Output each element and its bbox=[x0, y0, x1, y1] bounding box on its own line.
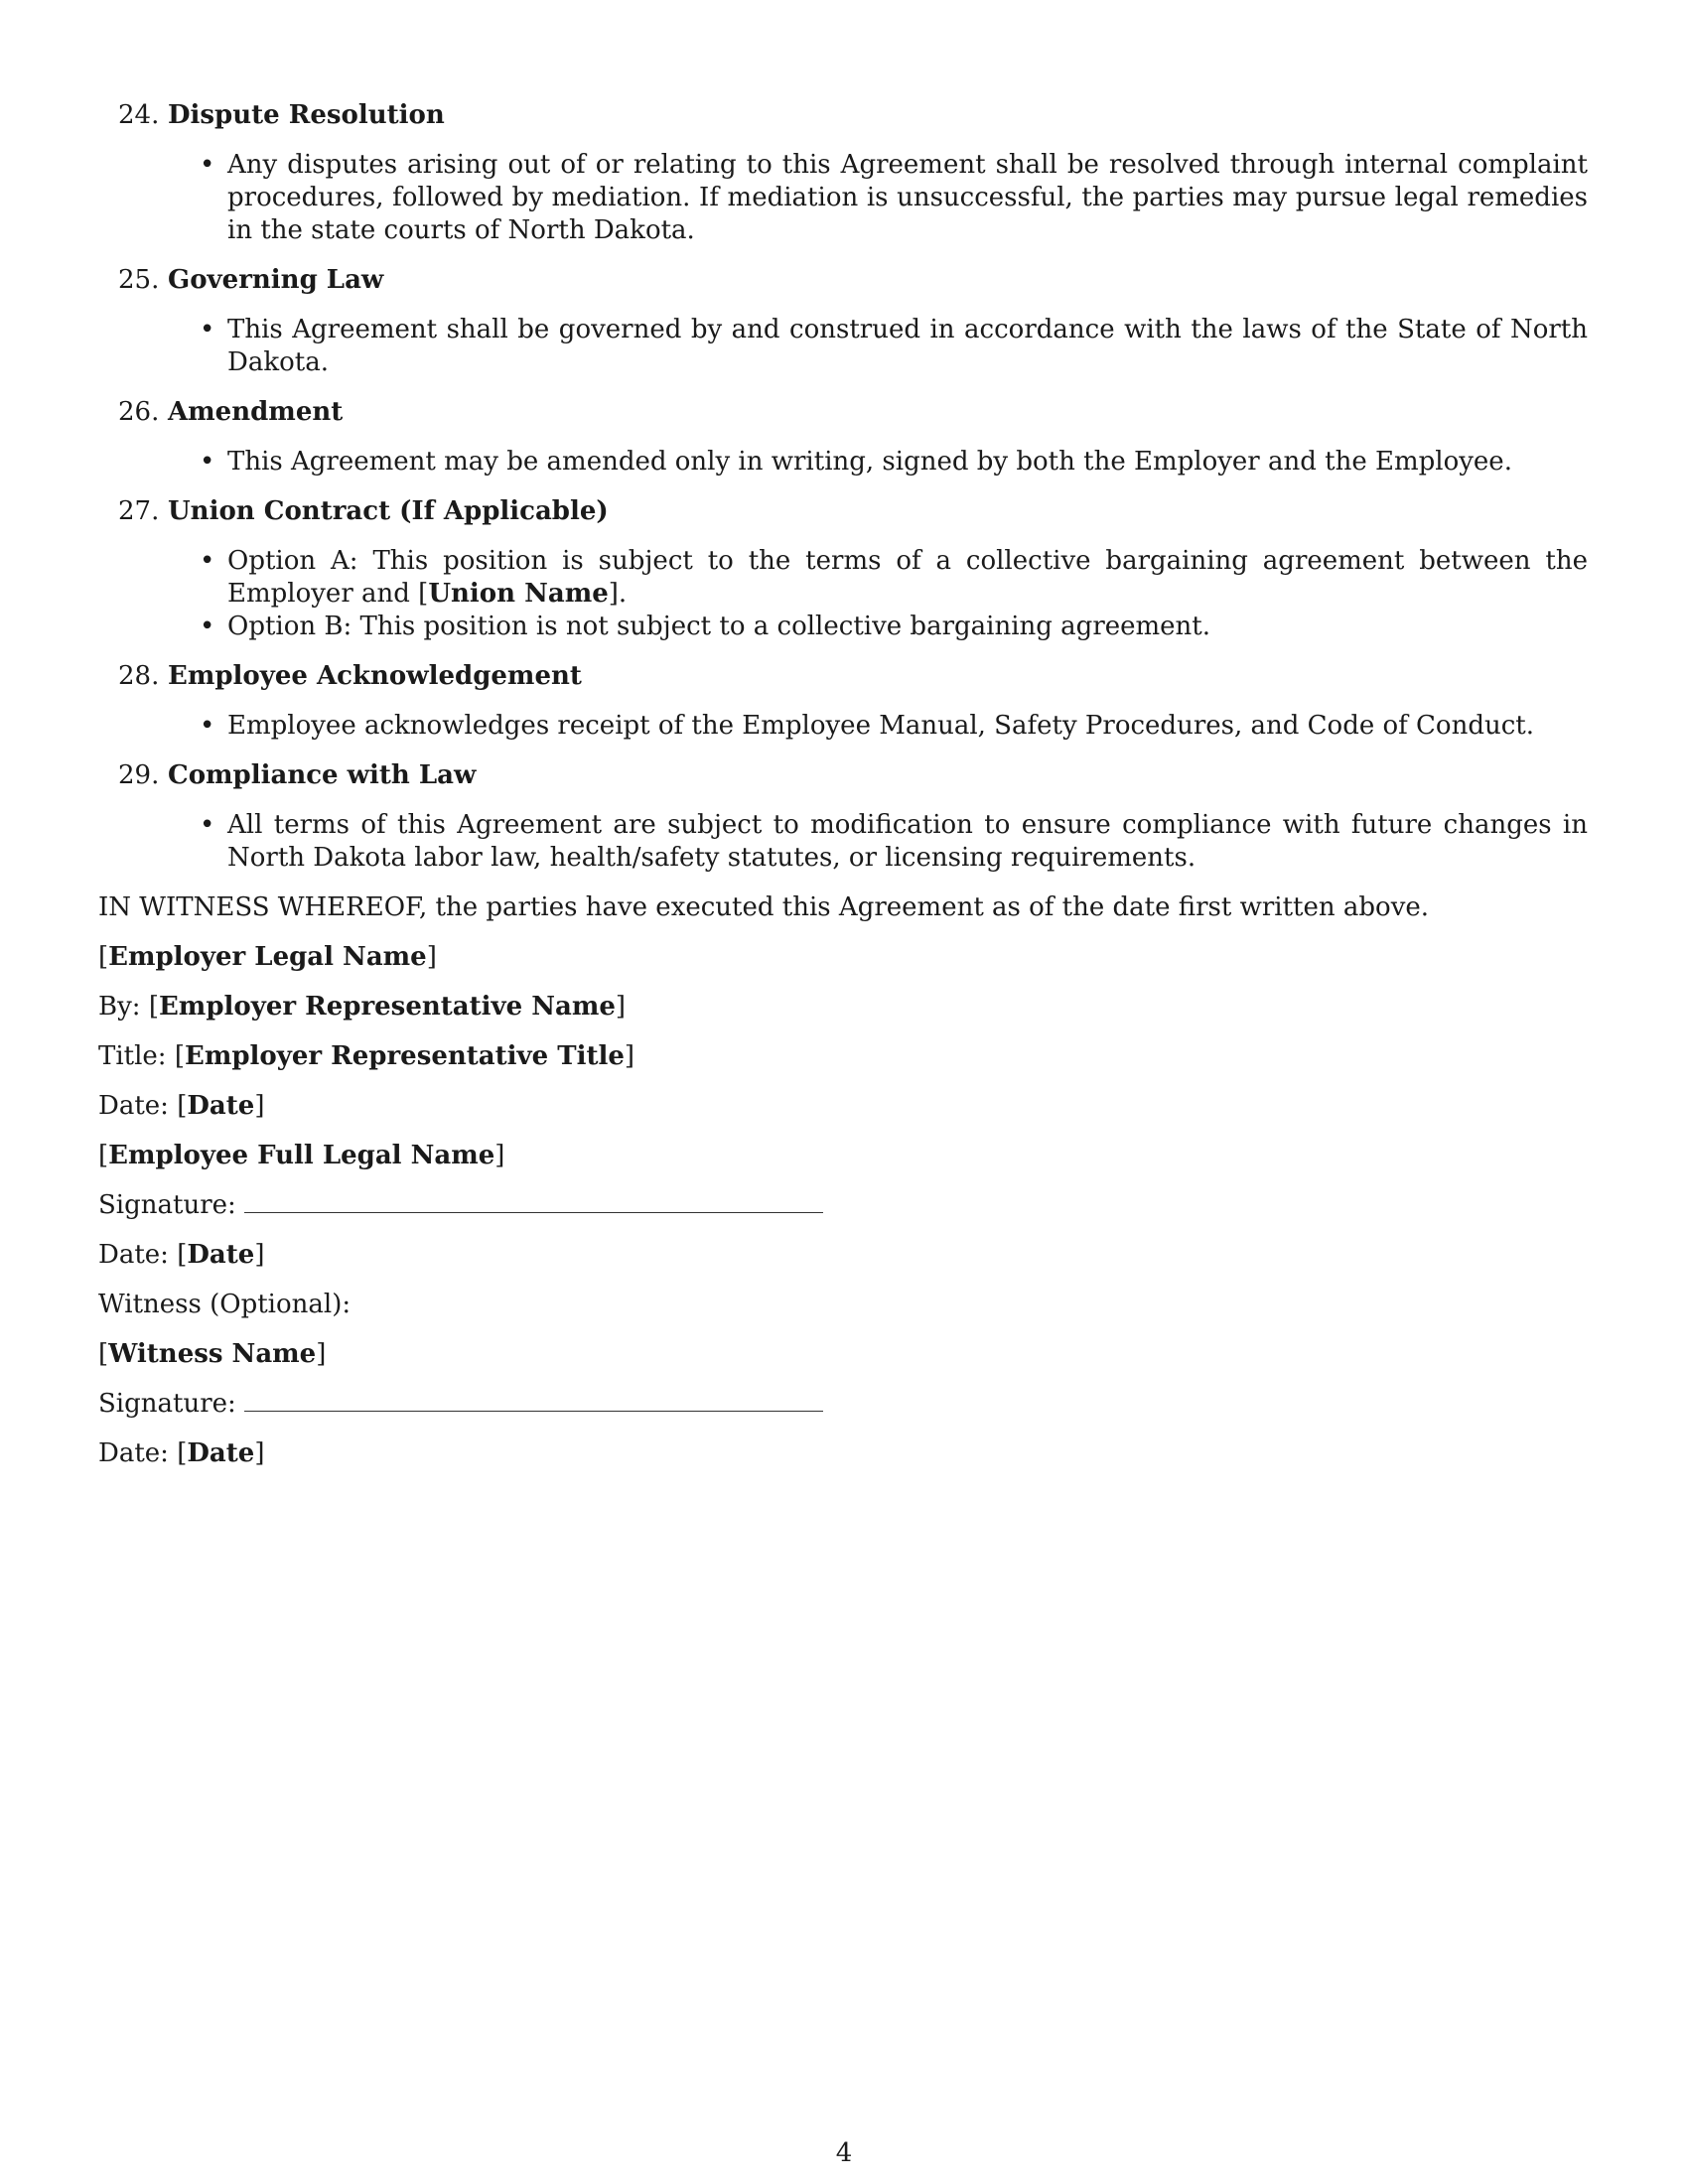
section-title: Employee Acknowledgement bbox=[168, 661, 582, 691]
bullet-item-option-b: • Option B: This position is not subject to a collective bargaining agreement. bbox=[227, 611, 1588, 643]
bullet-item: • All terms of this Agreement are subject to modification to ensure compliance with future changes in North Dakota labor law, health/safety statutes, or licensing requirements. bbox=[227, 809, 1588, 875]
bullet-list bbox=[98, 710, 1588, 743]
employer-date-line: Date: [Date] bbox=[98, 1091, 265, 1121]
bullet-item: • This Agreement shall be governed by and construed in accordance with the laws of the State of North Dakota. bbox=[227, 314, 1588, 379]
section-number: 27. bbox=[118, 496, 160, 526]
witness-date-line: Date: [Date] bbox=[98, 1438, 265, 1468]
witness-name-line: [Witness Name] bbox=[98, 1339, 327, 1369]
section-heading bbox=[98, 660, 1588, 693]
employer-legal-name: Employer Legal Name bbox=[108, 942, 427, 972]
section-dispute-resolution bbox=[98, 99, 1588, 247]
section-heading bbox=[98, 99, 1588, 132]
employer-date: Date bbox=[187, 1091, 255, 1121]
bullet-list bbox=[98, 149, 1588, 247]
employer-by-line: By: [Employer Representative Name] bbox=[98, 992, 627, 1022]
section-number: 26. bbox=[118, 397, 160, 427]
page-number: 4 bbox=[835, 2138, 853, 2168]
employer-title-line: Title: [Employer Representative Title] bbox=[98, 1041, 635, 1071]
witness-clause: IN WITNESS WHEREOF, the parties have executed this Agreement as of the date first written above. bbox=[98, 892, 1430, 922]
title-label: Title: bbox=[98, 1041, 167, 1071]
witness-signature-field[interactable] bbox=[244, 1389, 823, 1412]
section-title: Dispute Resolution bbox=[168, 100, 445, 130]
by-label: By: bbox=[98, 992, 141, 1022]
section-heading bbox=[98, 759, 1588, 792]
employee-legal-name-line: [Employee Full Legal Name] bbox=[98, 1141, 505, 1170]
section-heading bbox=[98, 495, 1588, 528]
date-label: Date: bbox=[98, 1438, 169, 1468]
date-label: Date: bbox=[98, 1091, 169, 1121]
witness-heading: Witness (Optional): bbox=[98, 1290, 352, 1319]
document-body bbox=[98, 99, 1588, 1487]
employer-representative-name: Employer Representative Name bbox=[158, 992, 616, 1022]
employee-date: Date bbox=[187, 1240, 255, 1270]
section-title: Union Contract (If Applicable) bbox=[168, 496, 609, 526]
section-amendment bbox=[98, 396, 1588, 478]
section-number: 24. bbox=[118, 100, 160, 130]
bullet-list bbox=[98, 809, 1588, 875]
bullet-item-option-a: • Option A: This position is subject to the terms of a collective bargaining agreement between the Employer and [Union Name]. bbox=[227, 545, 1588, 611]
section-heading bbox=[98, 264, 1588, 297]
bullet-list bbox=[98, 446, 1588, 478]
employer-legal-name-line: [Employer Legal Name] bbox=[98, 942, 437, 972]
section-heading bbox=[98, 396, 1588, 429]
bullet-list bbox=[98, 545, 1588, 643]
option-a-text: Option A: This position is subject to the terms of a collective bargaining agreement between the Employer and bbox=[227, 546, 1588, 609]
witness-date: Date bbox=[187, 1438, 255, 1468]
section-number: 29. bbox=[118, 760, 160, 790]
signature-label: Signature: bbox=[98, 1190, 236, 1220]
section-title: Compliance with Law bbox=[168, 760, 477, 790]
section-number: 28. bbox=[118, 661, 160, 691]
witness-signature-line bbox=[98, 1388, 1588, 1421]
employer-representative-title: Employer Representative Title bbox=[185, 1041, 625, 1071]
bullet-item: • This Agreement may be amended only in writing, signed by both the Employer and the Employee. bbox=[227, 446, 1588, 478]
bullet-item: • Employee acknowledges receipt of the Employee Manual, Safety Procedures, and Code of Conduct. bbox=[227, 710, 1588, 743]
section-governing-law bbox=[98, 264, 1588, 379]
bullet-item: • Any disputes arising out of or relating to this Agreement shall be resolved through internal complaint procedures, followed by mediation. If mediation is unsuccessful, the parties may pursue legal remedies in the state courts of North Dakota. bbox=[227, 149, 1588, 247]
section-title: Amendment bbox=[168, 397, 344, 427]
section-title: Governing Law bbox=[168, 265, 384, 295]
section-union-contract bbox=[98, 495, 1588, 643]
section-compliance-with-law bbox=[98, 759, 1588, 875]
employee-signature-field[interactable] bbox=[244, 1190, 823, 1213]
employee-legal-name: Employee Full Legal Name bbox=[108, 1141, 495, 1170]
bullet-list bbox=[98, 314, 1588, 379]
signature-label: Signature: bbox=[98, 1389, 236, 1419]
date-label: Date: bbox=[98, 1240, 169, 1270]
employee-signature-line bbox=[98, 1189, 1588, 1222]
employee-date-line: Date: [Date] bbox=[98, 1240, 265, 1270]
union-name-placeholder: Union Name bbox=[428, 579, 609, 609]
section-employee-acknowledgement bbox=[98, 660, 1588, 743]
witness-name: Witness Name bbox=[108, 1339, 317, 1369]
section-number: 25. bbox=[118, 265, 160, 295]
